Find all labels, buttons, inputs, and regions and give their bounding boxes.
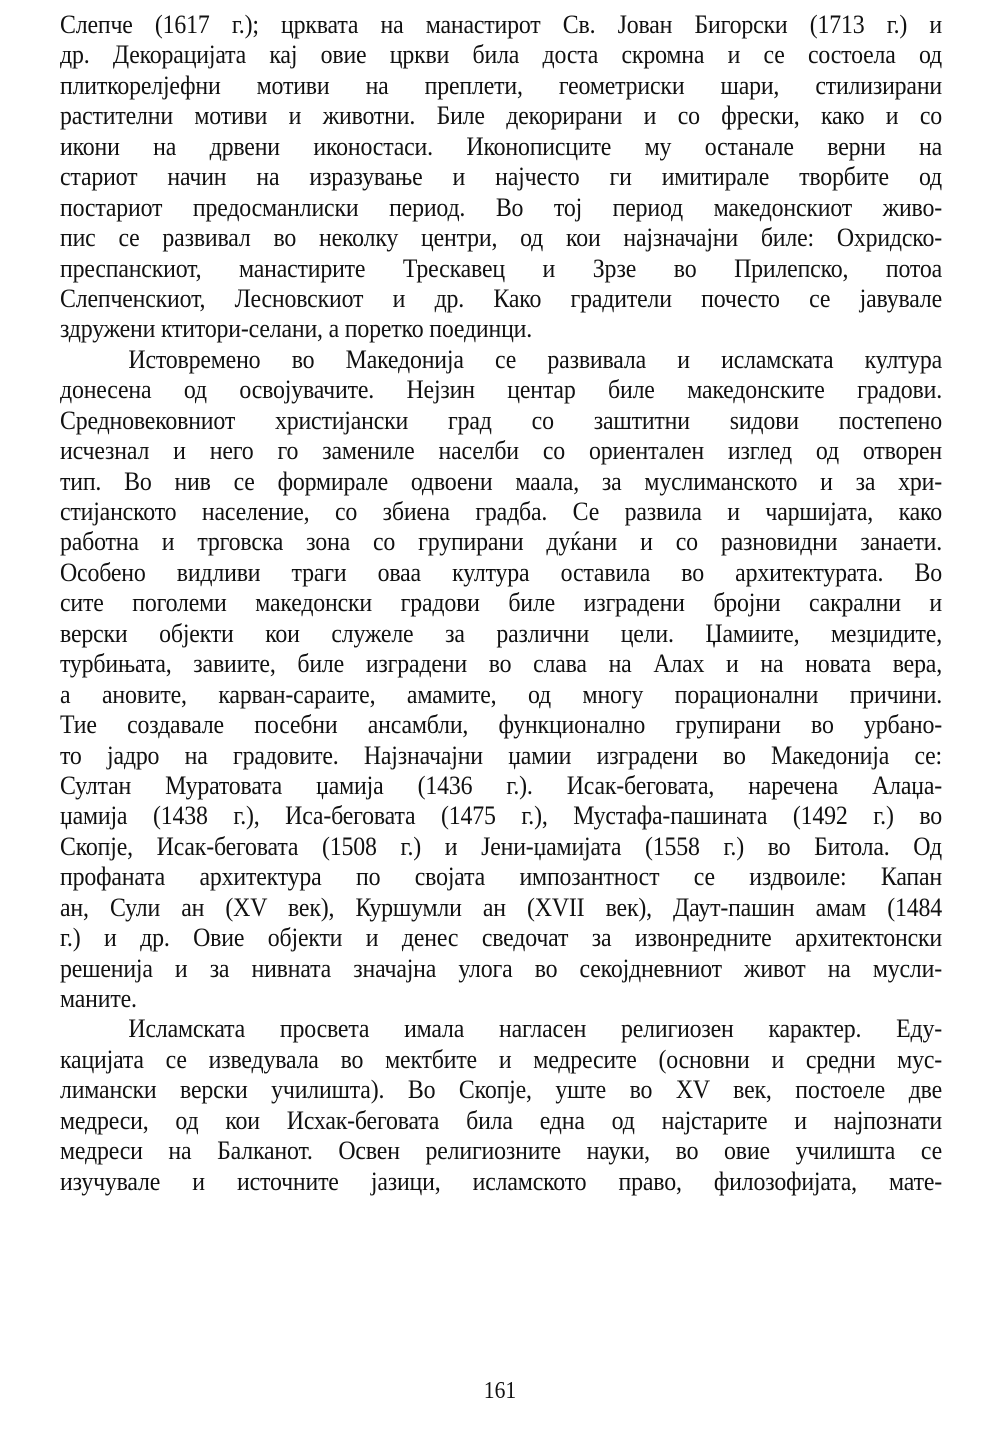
text-line: тип. Во нив се формирале одвоени маала, за муслиманското и за хри- (60, 465, 942, 496)
text-line: икони на дрвени иконостаси. Иконописците му останале верни на (60, 130, 942, 161)
text-line: Султан Муратовата џамија (1436 г.). Исак-беговата, наречена Алаџа- (60, 769, 942, 800)
text-line: медреси на Балканот. Освен религиозните науки, во овие училишта се (60, 1135, 942, 1166)
text-line: медреси, од кои Исхак-беговата била една од најстарите и најпознати (60, 1104, 942, 1135)
text-line: г.) и др. Овие објекти и денес сведочат за извонредните архитектонски (60, 922, 942, 953)
paragraph (60, 9, 1000, 344)
text-line: Особено видливи траги оваа култура оставила во архитектурата. Во (60, 556, 942, 587)
body-text (60, 9, 1000, 1196)
text-line: преспанскиот, манастирите Трескавец и Зрзе во Прилепско, потоа (60, 252, 942, 283)
text-line: работна и трговска зона со групирани дуќани и со разновидни занаети. (60, 526, 942, 557)
text-line: стариот начин на изразување и најчесто ги имитирале творбите од (60, 161, 942, 192)
text-line: то јадро на градовите. Најзначајни џамии изградени во Македонија се: (60, 739, 942, 770)
text-line: постариот предосманлиски период. Во тој период македонскиот живо- (60, 191, 942, 222)
text-line: стијанското население, со збиена градба. Се развила и чаршијата, како (60, 496, 942, 526)
text-line: лимански верски училишта). Во Скопје, уште во XV век, постоеле две (60, 1074, 942, 1105)
text-line: Слепченскиот, Лесновскиот и др. Како градители почесто се јавувале (60, 282, 942, 313)
paragraph (60, 1013, 1000, 1196)
text-line: Слепче (1617 г.); црквата на манастирот Св. Јован Бигорски (1713 г.) и (60, 9, 942, 39)
page-number: 161 (483, 1378, 517, 1404)
text-line: др. Декорацијата кај овие цркви била доста скромна и се состоела од (60, 39, 942, 70)
text-line: растителни мотиви и животни. Биле декорирани и со фрески, како и со (60, 100, 942, 131)
text-line: профаната архитектура по својата импозантност се издвоиле: Капан (60, 861, 942, 892)
text-line: исчезнал и него го замениле населби со ориентален изглед од отворен (60, 435, 942, 466)
paragraph (60, 344, 1000, 1014)
text-line: турбињата, завиите, биле изградени во слава на Алах и на новата вера, (60, 648, 942, 679)
text-line: пис се развивал во неколку центри, од кои најзначајни биле: Охридско- (60, 222, 942, 253)
text-line: изучувале и источните јазици, исламското право, филозофијата, мате- (60, 1165, 942, 1196)
text-line: сите поголеми македонски градови биле изградени бројни сакрални и (60, 587, 942, 618)
text-line: Тие создавале посебни ансамбли, функционално групирани во урбано- (60, 709, 942, 740)
text-line: плиткорелјефни мотиви на преплети, геометриски шари, стилизирани (60, 69, 942, 100)
text-line: Исламската просвета имала нагласен религиозен карактер. Еду- (128, 1013, 942, 1044)
text-line: решенија и за нивната значајна улога во секојдневниот живот на мусли- (60, 952, 942, 983)
text-line: Средновековниот христијански град со заштитни ѕидови постепено (60, 404, 942, 435)
text-line: а ановите, карван-сараите, амамите, од многу порационални причини. (60, 678, 942, 709)
text-line: Скопје, Исак-беговата (1508 г.) и Јени-џамијата (1558 г.) во Битола. Од (60, 830, 942, 861)
text-line: џамија (1438 г.), Иса-беговата (1475 г.), Мустафа-пашината (1492 г.) во (60, 800, 942, 831)
text-line: маните. (60, 983, 137, 1013)
text-line: донесена од освојувачите. Нејзин центар биле македонските градови. (60, 374, 942, 405)
text-line: кацијата се изведувала во мектбите и медресите (основни и средни мус- (60, 1043, 942, 1074)
text-line: верски објекти кои служеле за различни цели. Џамиите, мезџидите, (60, 617, 942, 648)
text-line: здружени ктитори-селани, а поретко поединци. (60, 313, 533, 344)
text-line: Истовремено во Македонија се развивала и исламската култура (128, 343, 942, 374)
text-line: ан, Сули ан (XV век), Куршумли ан (XVII век), Даут-пашин амам (1484 (60, 891, 942, 922)
